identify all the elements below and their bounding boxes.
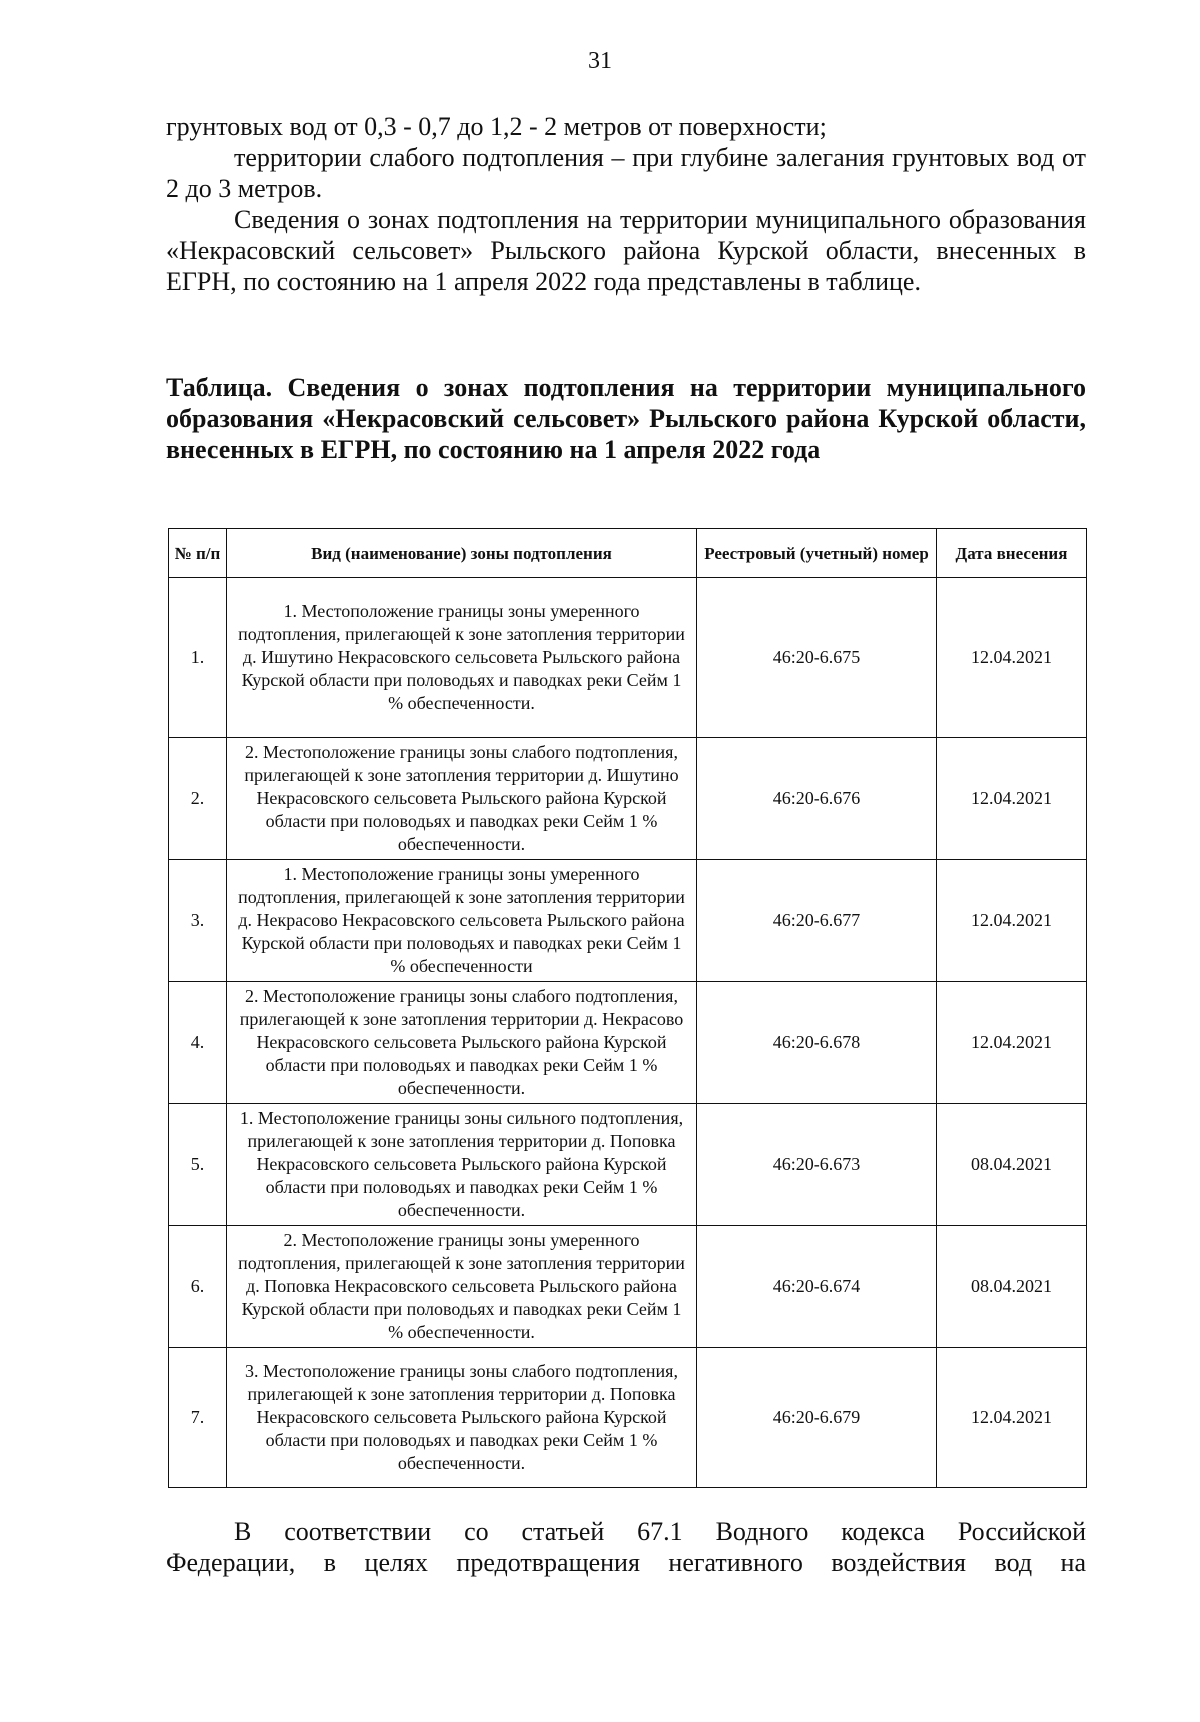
row-num: 2. — [169, 738, 227, 860]
row-zone-name: 2. Местоположение границы зоны слабого подтопления, прилегающей к зоне затопления территории д. Некрасово Некрасовского сельсовета Рыльского района Курской области при половодьях и паводках реки Сейм 1 % обеспеченности. — [227, 982, 697, 1104]
row-zone-name: 1. Местоположение границы зоны умеренного подтопления, прилегающей к зоне затопления территории д. Некрасово Некрасовского сельсовета Рыльского района Курской области при половодьях и паводках реки Сейм 1 % обеспеченности — [227, 860, 697, 982]
row-registry-number: 46:20-6.673 — [697, 1104, 937, 1226]
row-registry-number: 46:20-6.679 — [697, 1348, 937, 1488]
row-date: 12.04.2021 — [937, 578, 1087, 738]
row-num: 4. — [169, 982, 227, 1104]
intro-text — [166, 111, 1086, 297]
page-number: 31 — [588, 48, 612, 74]
table-row — [169, 1226, 1087, 1348]
row-num: 6. — [169, 1226, 227, 1348]
row-date: 08.04.2021 — [937, 1104, 1087, 1226]
table-row — [169, 738, 1087, 860]
outro-text — [166, 1516, 1086, 1578]
row-date: 12.04.2021 — [937, 1348, 1087, 1488]
row-zone-name: 3. Местоположение границы зоны слабого подтопления, прилегающей к зоне затопления территории д. Поповка Некрасовского сельсовета Рыльского района Курской области при половодьях и паводках реки Сейм 1 % обеспеченности. — [227, 1348, 697, 1488]
header-name: Вид (наименование) зоны подтопления — [227, 529, 697, 578]
row-num: 1. — [169, 578, 227, 738]
header-date: Дата внесения — [937, 529, 1087, 578]
outro-line-1: В соответствии со статьей 67.1 Водного кодекса Российской — [234, 1517, 1086, 1546]
header-num: № п/п — [169, 529, 227, 578]
row-num: 7. — [169, 1348, 227, 1488]
row-date: 12.04.2021 — [937, 738, 1087, 860]
row-zone-name: 2. Местоположение границы зоны слабого подтопления, прилегающей к зоне затопления территории д. Ишутино Некрасовского сельсовета Рыльского района Курской области при половодьях и паводках реки Сейм 1 % обеспеченности. — [227, 738, 697, 860]
flood-zones-table — [168, 528, 1087, 1488]
row-zone-name: 1. Местоположение границы зоны сильного подтопления, прилегающей к зоне затопления территории д. Поповка Некрасовского сельсовета Рыльского района Курской области при половодьях и паводках реки Сейм 1 % обеспеченности. — [227, 1104, 697, 1226]
table-caption: Таблица. Сведения о зонах подтопления на территории муниципального образования «Некрасовский сельсовет» Рыльского района Курской области, внесенных в ЕГРН, по состоянию на 1 апреля 2022 года — [166, 373, 1086, 464]
row-zone-name: 2. Местоположение границы зоны умеренного подтопления, прилегающей к зоне затопления территории д. Поповка Некрасовского сельсовета Рыльского района Курской области при половодьях и паводках реки Сейм 1 % обеспеченности. — [227, 1226, 697, 1348]
row-num: 3. — [169, 860, 227, 982]
table-row — [169, 578, 1087, 738]
row-registry-number: 46:20-6.677 — [697, 860, 937, 982]
row-registry-number: 46:20-6.678 — [697, 982, 937, 1104]
table-row — [169, 1104, 1087, 1226]
row-registry-number: 46:20-6.674 — [697, 1226, 937, 1348]
intro-paragraph-2: территории слабого подтопления – при глубине залегания грунтовых вод от 2 до 3 метров. — [166, 143, 1086, 203]
header-registry-number: Реестровый (учетный) номер — [697, 529, 937, 578]
table-row — [169, 1348, 1087, 1488]
row-date: 12.04.2021 — [937, 860, 1087, 982]
row-date: 08.04.2021 — [937, 1226, 1087, 1348]
intro-line-1: грунтовых вод от 0,3 - 0,7 до 1,2 - 2 метров от поверхности; — [166, 112, 827, 141]
row-date: 12.04.2021 — [937, 982, 1087, 1104]
row-registry-number: 46:20-6.676 — [697, 738, 937, 860]
table-header-row — [169, 529, 1087, 578]
table-row — [169, 860, 1087, 982]
row-registry-number: 46:20-6.675 — [697, 578, 937, 738]
row-zone-name: 1. Местоположение границы зоны умеренного подтопления, прилегающей к зоне затопления территории д. Ишутино Некрасовского сельсовета Рыльского района Курской области при половодьях и паводках реки Сейм 1 % обеспеченности. — [227, 578, 697, 738]
row-num: 5. — [169, 1104, 227, 1226]
table-row — [169, 982, 1087, 1104]
outro-line-2: Федерации, в целях предотвращения негативного воздействия вод на — [166, 1548, 1086, 1577]
intro-paragraph-3: Сведения о зонах подтопления на территории муниципального образования «Некрасовский сельсовет» Рыльского района Курской области, внесенных в ЕГРН, по состоянию на 1 апреля 2022 года представлены в таблице. — [166, 205, 1086, 296]
